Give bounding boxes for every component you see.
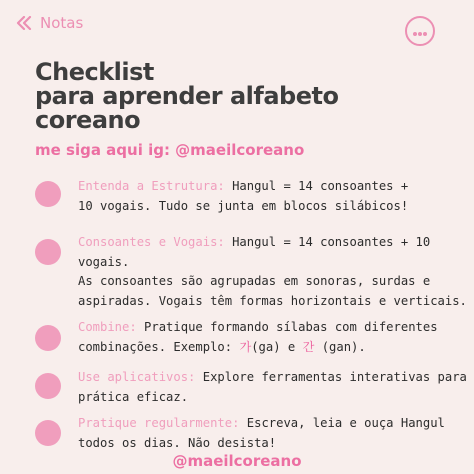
- item-text: [78, 318, 467, 357]
- item-label: Consoantes e Vogais:: [78, 235, 225, 249]
- more-horizontal-icon: [412, 22, 428, 41]
- top-bar: [0, 0, 474, 56]
- item-text: [78, 368, 467, 407]
- title-line: coreano: [35, 106, 141, 134]
- checkbox-bullet[interactable]: [35, 373, 61, 399]
- item-label: Entenda a Estrutura:: [78, 179, 225, 193]
- checkbox-bullet[interactable]: [35, 239, 61, 265]
- title-line: para aprender alfabeto: [35, 82, 339, 110]
- more-options-button[interactable]: [405, 16, 435, 46]
- title-line: Checklist: [35, 58, 154, 86]
- item-line: As consoantes são agrupadas em sonoras, surdas e: [78, 274, 431, 288]
- page-title: [35, 60, 338, 132]
- subtitle: me siga aqui ig: @maeilcoreano: [35, 141, 305, 159]
- romanization: (ga) e: [251, 339, 303, 354]
- item-line: aspiradas. Vogais têm formas horizontais e verticais.: [78, 293, 467, 308]
- item-label: Pratique regularmente:: [78, 416, 240, 430]
- item-line: Hangul = 14 consoantes +: [224, 179, 409, 193]
- item-text: [78, 177, 467, 216]
- checkbox-bullet[interactable]: [35, 325, 61, 351]
- checkbox-bullet[interactable]: [35, 181, 61, 207]
- item-line: prática eficaz.: [78, 389, 189, 404]
- hangul-example: 가: [239, 339, 252, 354]
- item-label: Combine:: [78, 320, 137, 334]
- item-line: todos os dias. Não desista!: [78, 435, 277, 450]
- hangul-example: 간: [302, 339, 315, 354]
- romanization: (gan).: [314, 339, 366, 354]
- checkbox-bullet[interactable]: [35, 420, 61, 446]
- item-line: Pratique formando sílabas com diferentes: [136, 320, 438, 334]
- item-text: [78, 414, 467, 453]
- item-line: vogais.: [78, 254, 130, 269]
- double-chevron-left-icon: [16, 16, 32, 30]
- item-line: Explore ferramentas interativas para: [195, 370, 467, 384]
- back-label: Notas: [40, 14, 84, 32]
- item-line: Hangul = 14 consoantes + 10: [224, 235, 431, 249]
- item-line: Escreva, leia e ouça Hangul: [239, 416, 445, 430]
- item-text: [78, 233, 467, 311]
- back-button[interactable]: [16, 14, 83, 32]
- item-label: Use aplicativos:: [78, 370, 196, 384]
- footer-handle[interactable]: @maeilcoreano: [172, 452, 302, 470]
- item-line: combinações. Exemplo:: [78, 339, 240, 354]
- item-line: 10 vogais. Tudo se junta em blocos silábicos!: [78, 198, 409, 213]
